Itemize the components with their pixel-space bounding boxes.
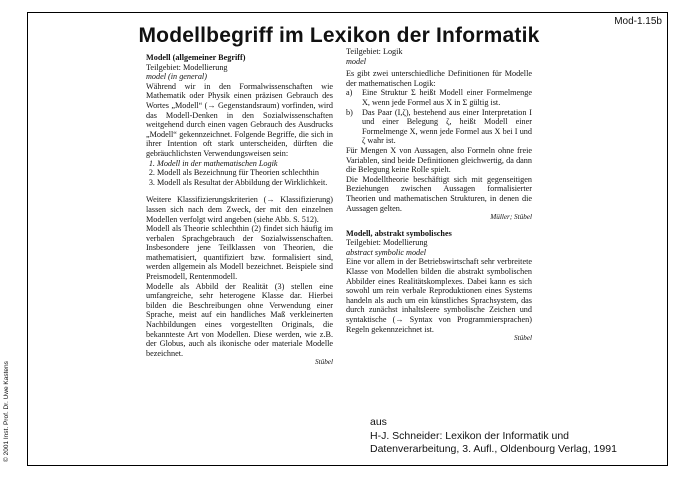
- entry-intro: Es gibt zwei unterschiedliche Definitionen für Modelle der mathematischen Logik:: [346, 69, 532, 88]
- usage-list: [146, 159, 333, 188]
- entry-paragraph: Modell als Theorie schlechthin (2) findet sich häufig im verbalen Sprachgebrauch der Sozialwissenschaften. Insbesondere jene Teilklassen von Theorien, die mathematisiert, quantifiziert bzw. formalisiert sind, werden allgemein als Modell bezeichnet. Beispiele sind Preismodell, Rentenmodell.: [146, 224, 333, 282]
- definition-a: [346, 88, 532, 107]
- entry-paragraph: Die Modelltheorie beschäftigt sich mit gegenseitigen Beziehungen zwischen Aussagen formalisierter Theorien und mathematischen Strukturen, in denen die Aussagen gelten.: [346, 174, 532, 213]
- entry-field: Teilgebiet: Modellierung: [346, 238, 428, 248]
- page-title: Modellbegriff im Lexikon der Informatik: [138, 24, 540, 47]
- entry-heading: Modell, abstrakt symbolisches: [346, 228, 452, 238]
- entry-paragraph: Weitere Klassifizierungskriterien (→ Klassifizierung) lassen sich nach dem Zweck, der mit den einzelnen Modellen verfolgt wird angeben (siehe Abb. S. 512).: [146, 195, 333, 224]
- entry-field: Teilgebiet: Modellierung: [146, 62, 228, 72]
- entry-english-term: model (in general): [146, 72, 207, 82]
- entry-english-term: model: [346, 56, 367, 66]
- entry-field: Teilgebiet: Logik: [346, 47, 403, 56]
- lexicon-column-right: [346, 47, 532, 344]
- entry-heading: Modell (allgemeiner Begriff): [146, 53, 246, 62]
- definition-label: b): [346, 107, 353, 117]
- source-line: Datenverarbeitung, 3. Aufl., Oldenbourg Verlag, 1991: [370, 443, 617, 455]
- entry-english-term: abstract symbolic model: [346, 247, 427, 257]
- definition-text: Das Paar (I,ζ), bestehend aus einer Interpretation I und einer Belegung ζ, heißt Modell einer Formelmenge X, wenn jede Formel aus X bei I und ζ wahr ist.: [362, 107, 532, 146]
- definition-label: a): [346, 88, 353, 98]
- entry-paragraph: Für Mengen X von Aussagen, also Formeln ohne freie Variablen, sind beide Definitionen gleichwertig, da dann die Belegung keine Rolle spielt.: [346, 145, 532, 175]
- entry-intro: Während wir in den Formalwissenschaften wie Mathematik oder Physik einen präzisen Gebrauch des Wortes „Modell“ (→ Gegenstandsraum) vorfinden, wird das Modell-Denken in den Sozialwissenschaften weitgehend durch einen vagen Gebrauch des Ausdrucks „Modell“ gekennzeichnet. Folgende Begriffe, die sich in ihrer Intention oft stark unterscheiden, dürften die gebräuchlichsten Verwendungsweisen sein:: [146, 81, 333, 158]
- author-signature: Stübel: [315, 358, 333, 367]
- author-signature: Stübel: [514, 334, 532, 343]
- copyright-note: © 2001 Inst. Prof. Dr. Uwe Kastens: [3, 361, 10, 462]
- entry-paragraph: Modelle als Abbild der Realität (3) stellen eine umfangreiche, sehr heterogene Klasse dar. Hierbei bilden die Beschreibungen ohne Verwendung einer Sprache, meist auf ein handliches Maß verkleinerten Nachbildungen eines vorgestellten Originals, die bekannteste Art von Modellen. Diese werden, wie z.B. der Globus, auch als ikonische oder materiale Modelle bezeichnet.: [146, 281, 333, 358]
- list-item: 3. Modell als Resultat der Abbildung der Wirklichkeit.: [157, 178, 333, 188]
- entry-paragraph: Eine vor allem in der Betriebswirtschaft sehr verbreitete Klasse von Modellen bilden die abstrakt symbolischen Abbilder eines Realitätskomplexes. Dabei kann es sich sowohl um rein verbale Reproduktionen eines Systems handeln als auch um ein künstliches Sprachsystem, das durch zunächst inhaltsleere symbolische Zeichen und syntaktische (→ Syntax von Programmiersprachen) Regeln gekennzeichnet ist.: [346, 257, 532, 334]
- slide-id: Mod-1.15b: [614, 16, 662, 27]
- list-item: 2. Modell als Bezeichnung für Theorien schlechthin: [157, 168, 333, 178]
- lexicon-column-left: [146, 53, 333, 368]
- source-citation: [370, 416, 670, 457]
- source-line: aus: [370, 416, 387, 428]
- definition-b: [346, 108, 532, 146]
- author-signature: Müller; Stübel: [490, 213, 532, 222]
- source-line: H-J. Schneider: Lexikon der Informatik und: [370, 429, 570, 442]
- list-item: 1. Modell in der mathematischen Logik: [157, 159, 333, 169]
- definition-text: Eine Struktur Σ heißt Modell einer Formelmenge X, wenn jede Formel aus X in Σ gültig ist.: [362, 88, 532, 107]
